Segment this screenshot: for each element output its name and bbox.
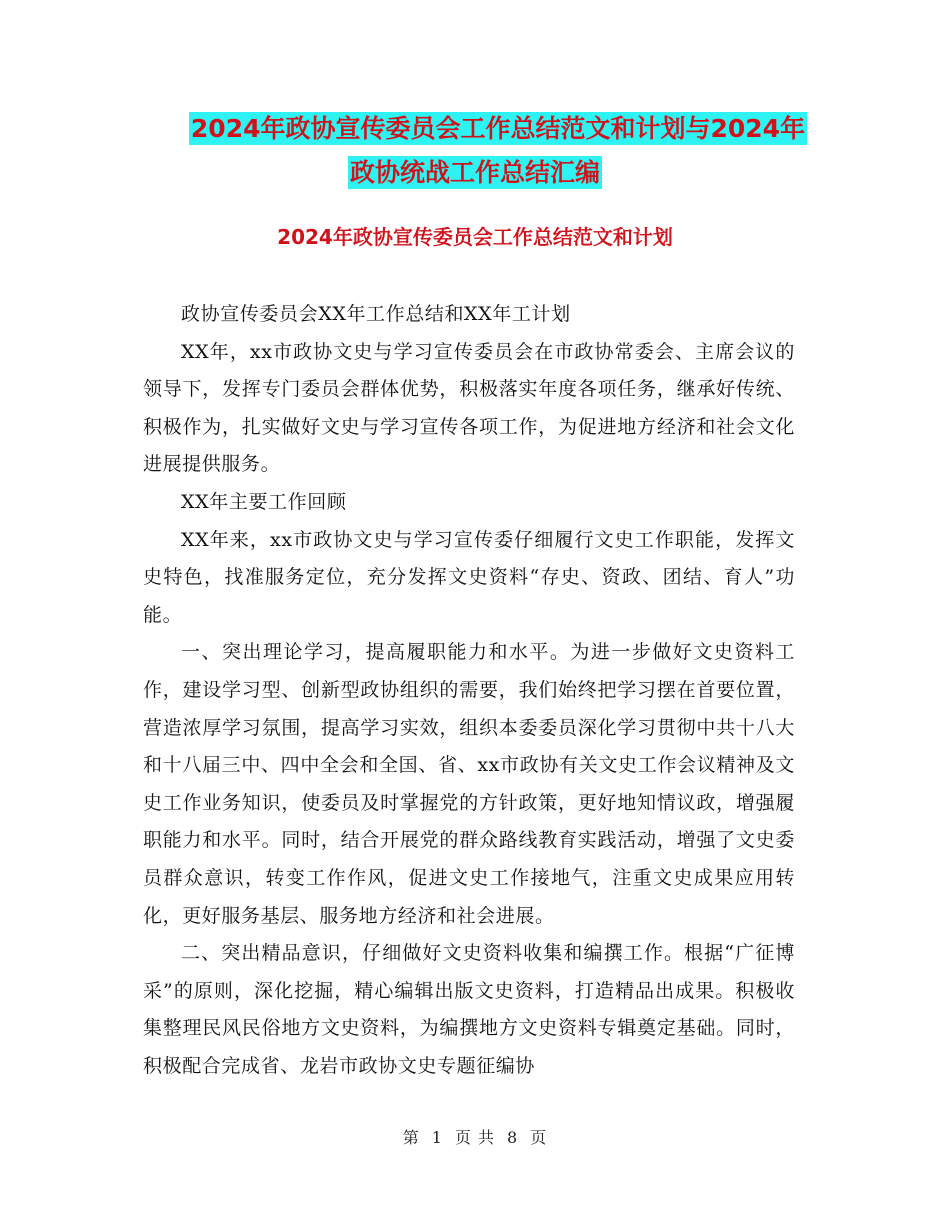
main-title-line-2: [0, 158, 950, 188]
footer-suffix: 页: [530, 1128, 548, 1147]
paragraph: XX年，xx市政协文史与学习宣传委员会在市政协常委会、主席会议的领导下，发挥专门委员会群体优势，积极落实年度各项任务，继承好传统、积极作为，扎实做好文史与学习宣传各项工作，为促进地方经济和社会文化进展提供服务。: [143, 340, 795, 476]
highlighted-title-text: 政协统战工作总结汇编: [349, 158, 600, 187]
footer-middle: 页 共: [454, 1128, 496, 1147]
body-text: [143, 296, 795, 1085]
current-page-number: 1: [431, 1128, 443, 1147]
paragraph: XX年来，xx市政协文史与学习宣传委仔细履行文史工作职能，发挥文史特色，找准服务定位，充分发挥文史资料“存史、资政、团结、育人”功能。: [143, 528, 795, 626]
section-title: 2024年政协宣传委员会工作总结范文和计划: [277, 225, 673, 249]
page-footer: [0, 1127, 950, 1149]
paragraph: 二、突出精品意识，仔细做好文史资料收集和编撰工作。根据“广征博采”的原则，深化挖掘，精心编辑出版文史资料，打造精品出成果。积极收集整理民风民俗地方文史资料，为编撰地方文史资料专辑奠定基础。同时，积极配合完成省、龙岩市政协文史专题征编协: [143, 942, 795, 1077]
total-page-count: 8: [507, 1128, 519, 1147]
paragraph: XX年主要工作回顾: [181, 490, 347, 513]
paragraph: 一、突出理论学习，提高履职能力和水平。为进一步做好文史资料工作，建设学习型、创新型政协组织的需要，我们始终把学习摆在首要位置，营造浓厚学习氛围，提高学习实效，组织本委委员深化学习贯彻中共十八大和十八届三中、四中全会和全国、省、xx市政协有关文史工作会议精神及文史工作业务知识，使委员及时掌握党的方针政策，更好地知情议政，增强履职能力和水平。同时，结合开展党的群众路线教育实践活动，增强了文史委员群众意识，转变工作作风，促进文史工作接地气，注重文史成果应用转化，更好服务基层、服务地方经济和社会进展。: [143, 641, 795, 927]
highlighted-title-text: 2024年政协宣传委员会工作总结范文和计划与2024年: [190, 114, 806, 143]
paragraph: 政协宣传委员会XX年工作总结和XX年工计划: [181, 303, 571, 325]
footer-prefix: 第: [402, 1128, 420, 1147]
main-title-line-1: [0, 114, 950, 144]
